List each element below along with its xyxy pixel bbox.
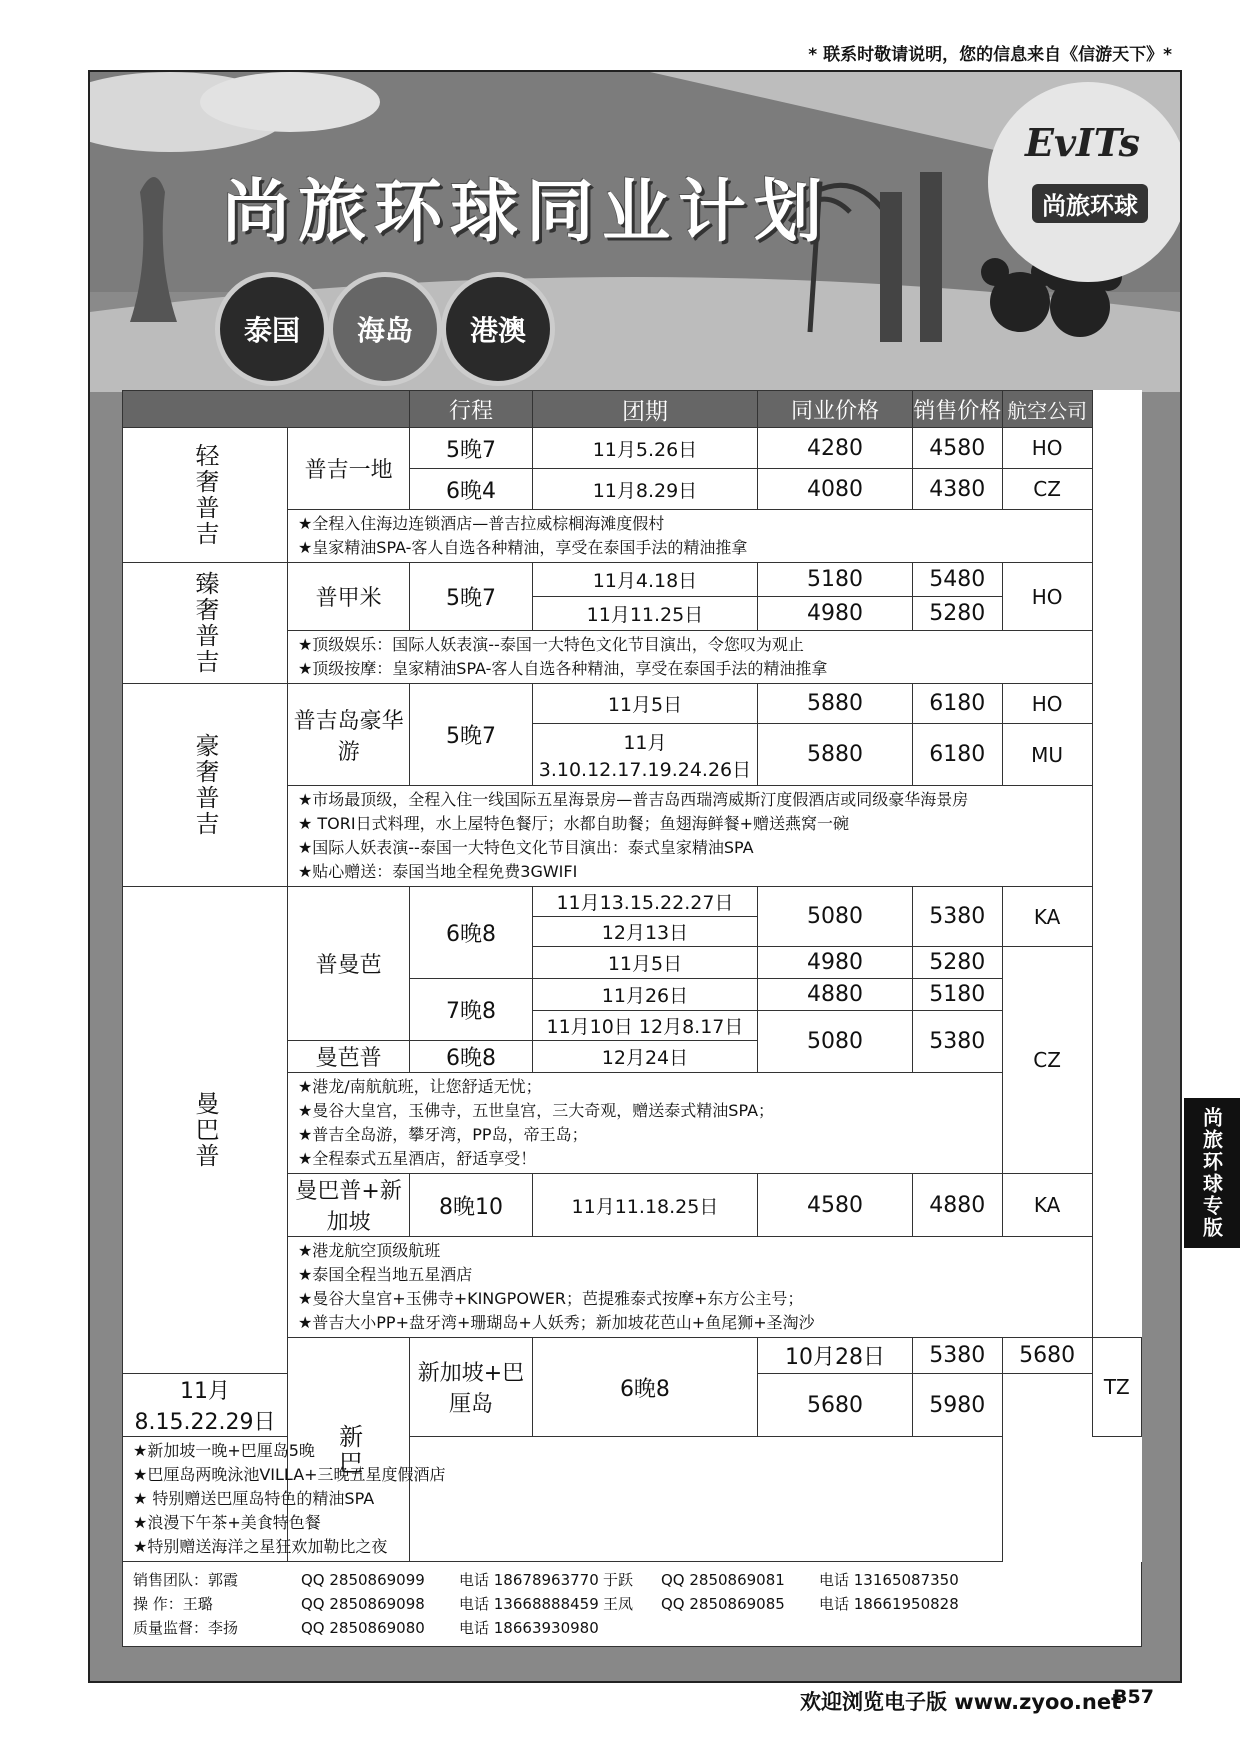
contact-phone: 电话 18661950828 <box>819 1595 959 1613</box>
airline: HO <box>1002 428 1092 469</box>
notes <box>123 1437 1003 1562</box>
side-tab: 尚旅环球专版 <box>1184 1098 1240 1248</box>
tag-island: 海岛 <box>328 272 442 386</box>
trade-price: 4580 <box>758 1174 913 1237</box>
departure-date: 11月5.26日 <box>532 428 758 469</box>
trade-price: 5880 <box>758 724 913 786</box>
note-item: ★贴心赠送：泰国当地全程免费3GWIFI <box>297 862 578 881</box>
header-itinerary: 行程 <box>410 391 532 428</box>
duration: 5晚7 <box>410 684 532 786</box>
logo-badge <box>988 82 1180 282</box>
airline: KA <box>1002 1174 1092 1237</box>
sale-price: 6180 <box>912 724 1002 786</box>
note-item: ★泰国全程当地五星酒店 <box>297 1265 473 1284</box>
table-row <box>123 428 1142 469</box>
notes <box>287 631 1092 684</box>
contact-entry <box>133 1616 603 1640</box>
page-number: B57 <box>1113 1686 1154 1708</box>
departure-date: 11月8.15.22.29日 <box>123 1374 288 1437</box>
note-item: ★港龙/南航航班，让您舒适无忧； <box>297 1077 542 1096</box>
table-row <box>123 563 1142 597</box>
trade-price: 5080 <box>758 887 913 947</box>
date-line: 3.10.12.17.19.24.26日 <box>538 758 752 781</box>
contact-panel <box>122 1562 1142 1647</box>
contact-qq: QQ 2850869098 <box>301 1595 425 1613</box>
sale-price: 5380 <box>912 1011 1002 1073</box>
banner <box>90 72 1180 392</box>
airline: HO <box>1002 563 1092 631</box>
departure-date: 10月28日 <box>758 1338 913 1374</box>
contact-phone: 电话 13668888459 <box>459 1595 599 1613</box>
trade-price: 5380 <box>912 1338 1002 1374</box>
departure-date: 11月11.25日 <box>532 597 758 631</box>
trade-price: 4980 <box>758 597 913 631</box>
contact-entry <box>603 1568 1073 1592</box>
airline: KA <box>1002 887 1092 947</box>
contact-name: 操 作：王璐 <box>133 1595 213 1613</box>
category-label: 轻奢普吉 <box>123 428 288 563</box>
contact-entry <box>133 1568 603 1592</box>
category-label: 曼巴普 <box>123 887 288 1374</box>
sale-price: 5680 <box>1002 1338 1092 1374</box>
itinerary-table <box>122 390 1142 1562</box>
route-name: 曼巴普+新加坡 <box>287 1174 409 1237</box>
note-item: ★ TORI日式料理，水上屋特色餐厅；水都自助餐；鱼翅海鲜餐+赠送燕窝一碗 <box>297 814 849 833</box>
duration: 6晚8 <box>410 887 532 979</box>
header-sale-price: 销售价格 <box>912 391 1002 428</box>
page-title: 尚旅环球同业计划 <box>222 173 831 252</box>
sale-price: 5980 <box>912 1374 1002 1437</box>
duration: 6晚8 <box>410 1041 532 1073</box>
table-row <box>123 887 1142 917</box>
note-item: ★巴厘岛两晚泳池VILLA+三晚五星度假酒店 <box>133 1465 446 1484</box>
note-item: ★国际人妖表演--泰国一大特色文化节目演出：泰式皇家精油SPA <box>297 838 754 857</box>
trade-price: 4980 <box>758 947 913 979</box>
note-item: ★普吉全岛游，攀牙湾，PP岛，帝王岛； <box>297 1125 588 1144</box>
note-item: ★新加坡一晚+巴厘岛5晚 <box>133 1441 315 1460</box>
contact-name: 销售团队：郭霞 <box>133 1571 239 1589</box>
note-item: ★ 特别赠送巴厘岛特色的精油SPA <box>133 1489 375 1508</box>
tag-hk-macau: 港澳 <box>441 272 555 386</box>
airline: CZ <box>1002 469 1092 510</box>
note-item: ★港龙航空顶级航班 <box>297 1241 441 1260</box>
trade-price: 4880 <box>758 979 913 1011</box>
footer-link[interactable]: 欢迎浏览电子版 www.zyoo.net <box>800 1690 1122 1714</box>
contact-phone: 电话 18678963770 <box>459 1571 599 1589</box>
departure-date: 12月24日 <box>532 1041 758 1073</box>
trade-price: 5180 <box>758 563 913 597</box>
sale-price: 5280 <box>912 947 1002 979</box>
departure-date: 11月10日 12月8.17日 <box>532 1011 758 1041</box>
trade-price: 4080 <box>758 469 913 510</box>
note-item: ★顶级娱乐：国际人妖表演--泰国一大特色文化节目演出，令您叹为观止 <box>297 635 804 654</box>
departure-date: 11月8.29日 <box>532 469 758 510</box>
category-label: 新巴 <box>287 1338 409 1562</box>
note-item: ★特别赠送海洋之星狂欢加勒比之夜 <box>133 1537 388 1556</box>
category-label: 臻奢普吉 <box>123 563 288 684</box>
trade-price: 5080 <box>758 1011 913 1073</box>
contact-qq: QQ 2850869085 <box>661 1595 785 1613</box>
duration: 7晚8 <box>410 979 532 1041</box>
header-airline: 航空公司 <box>1002 391 1092 428</box>
duration: 5晚7 <box>410 563 532 631</box>
route-name: 普甲米 <box>287 563 409 631</box>
contact-row <box>133 1568 1131 1592</box>
note-item: ★市场最顶级，全程入住一线国际五星海景房—普吉岛西瑞湾威斯汀度假酒店或同级豪华海景房 <box>297 790 969 809</box>
departure-date <box>532 724 758 786</box>
departure-date: 11月11.18.25日 <box>532 1174 758 1237</box>
contact-qq: QQ 2850869080 <box>301 1619 425 1637</box>
contact-name: 于跃 <box>603 1571 634 1589</box>
contact-row <box>133 1592 1131 1616</box>
duration: 6晚4 <box>410 469 532 510</box>
note-item: ★顶级按摩：皇家精油SPA-客人自选各种精油，享受在泰国手法的精油推拿 <box>297 659 828 678</box>
airline: HO <box>1002 684 1092 724</box>
contact-name: 王凤 <box>603 1595 634 1613</box>
tag-thailand: 泰国 <box>215 272 329 386</box>
contact-name: 质量监督：李扬 <box>133 1619 239 1637</box>
contact-entry <box>133 1592 603 1616</box>
route-name: 普吉一地 <box>287 428 409 510</box>
date-line: 11月 <box>623 731 667 754</box>
table-row <box>123 684 1142 724</box>
airline: MU <box>1002 724 1092 786</box>
duration: 8晚10 <box>410 1174 532 1237</box>
notes <box>287 510 1092 563</box>
sale-price: 4580 <box>912 428 1002 469</box>
departure-date: 11月5日 <box>532 684 758 724</box>
trade-price: 4280 <box>758 428 913 469</box>
sale-price: 4380 <box>912 469 1002 510</box>
note-item: ★普吉大小PP+盘牙湾+珊瑚岛+人妖秀；新加坡花芭山+鱼尾狮+圣淘沙 <box>297 1313 815 1332</box>
category-label: 豪奢普吉 <box>123 684 288 887</box>
contact-entry <box>603 1592 1073 1616</box>
contact-row <box>133 1616 1131 1640</box>
note-item: ★曼谷大皇宫，玉佛寺，五世皇宫，三大奇观，赠送泰式精油SPA； <box>297 1101 775 1120</box>
header-dates: 团期 <box>532 391 758 428</box>
contact-qq: QQ 2850869081 <box>661 1571 785 1589</box>
itinerary-table-container <box>122 390 1142 1647</box>
departure-date: 11月26日 <box>532 979 758 1011</box>
airline: CZ <box>1002 947 1092 1174</box>
note-item: ★全程泰式五星酒店，舒适享受！ <box>297 1149 537 1168</box>
duration: 6晚8 <box>532 1338 758 1437</box>
sale-price: 4880 <box>912 1174 1002 1237</box>
sale-price: 5380 <box>912 887 1002 947</box>
notes <box>287 786 1092 887</box>
trade-price: 5880 <box>758 684 913 724</box>
notes <box>287 1073 1092 1174</box>
notes <box>287 1237 1092 1338</box>
route-name: 新加坡+巴厘岛 <box>410 1338 532 1437</box>
note-item: ★皇家精油SPA-客人自选各种精油，享受在泰国手法的精油推拿 <box>297 538 748 557</box>
departure-date: 12月13日 <box>532 917 758 947</box>
airline: TZ <box>1092 1338 1141 1437</box>
departure-date: 11月5日 <box>532 947 758 979</box>
sale-price: 5280 <box>912 597 1002 631</box>
notes-row <box>123 1437 1142 1562</box>
departure-date: 11月13.15.22.27日 <box>532 887 758 917</box>
sale-price: 5180 <box>912 979 1002 1011</box>
route-name: 普吉岛豪华游 <box>287 684 409 786</box>
departure-date: 11月4.18日 <box>532 563 758 597</box>
contact-qq: QQ 2850869099 <box>301 1571 425 1589</box>
route-name: 普曼芭 <box>287 887 409 1041</box>
duration: 5晚7 <box>410 428 532 469</box>
source-notice: * 联系时敬请说明，您的信息来自《信游天下》* <box>808 45 1172 65</box>
note-item: ★全程入住海边连锁酒店—普吉拉威棕榈海滩度假村 <box>297 514 665 533</box>
note-item: ★浪漫下午茶+美食特色餐 <box>133 1513 321 1532</box>
trade-price: 5680 <box>758 1374 913 1437</box>
table-header <box>123 391 1142 428</box>
logo-text: 尚旅环球 <box>1032 184 1148 223</box>
route-name: 曼芭普 <box>287 1041 409 1073</box>
contact-phone: 电话 18663930980 <box>459 1619 599 1637</box>
contact-phone: 电话 13165087350 <box>819 1571 959 1589</box>
sale-price: 5480 <box>912 563 1002 597</box>
sale-price: 6180 <box>912 684 1002 724</box>
note-item: ★曼谷大皇宫+玉佛寺+KINGPOWER；芭提雅泰式按摩+东方公主号； <box>297 1289 804 1308</box>
header-trade-price: 同业价格 <box>758 391 913 428</box>
header-blank <box>123 391 410 428</box>
logo-mark: EvITs <box>1024 120 1140 165</box>
